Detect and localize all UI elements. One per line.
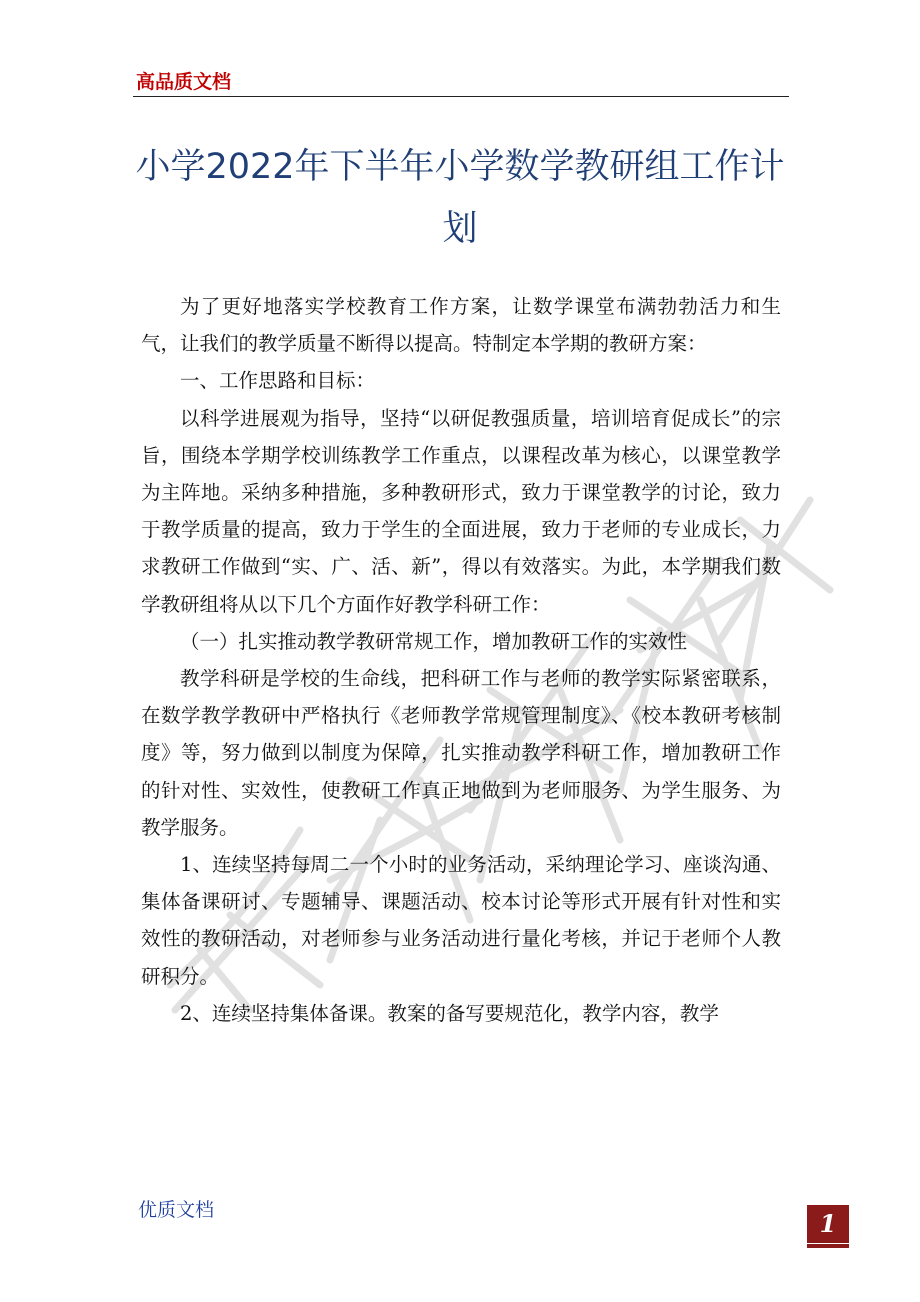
document-title: 小学2022年下半年小学数学教研组工作计划 — [135, 147, 785, 249]
document-body — [141, 288, 781, 1032]
header-divider — [133, 96, 789, 97]
page-number-badge: 1 — [807, 1205, 849, 1243]
section-heading-1: 一、工作思路和目标： — [180, 369, 376, 393]
paragraph-guiding-ideas: 以科学进展观为指导，坚持“以研促教强质量，培训培育促成长”的宗旨，围绕本学期学校训练教学工作重点，以课程改革为核心，以课堂教学为主阵地。采纳多种措施，多种教研形式，致力于课堂教学的讨论，致力于教学质量的提高，致力于学生的全面进展，致力于老师的专业成长，力求教研工作做到“实、广、活、新”，得以有效落实。为此，本学期我们数学教研组将从以下几个方面作好教学科研工作： — [141, 406, 781, 616]
header-label: 高品质文档 — [136, 71, 232, 93]
page-number-underline — [807, 1244, 849, 1248]
subsection-heading-1: （一）扎实推动教学教研常规工作，增加教研工作的实效性 — [180, 629, 688, 653]
paragraph-research-lifeline: 教学科研是学校的生命线，把科研工作与老师的教学实际紧密联系，在数学教学教研中严格执行《老师教学常规管理制度》、《校本教研考核制度》等，努力做到以制度为保障，扎实推动教学科研工作，增加教研工作的针对性、实效性，使教研工作真正地做到为老师服务、为学生服务、为教学服务。 — [141, 667, 781, 839]
list-item-1: 1、连续坚持每周二一个小时的业务活动，采纳理论学习、座谈沟通、集体备课研讨、专题辅导、课题活动、校本讨论等形式开展有针对性和实效性的教研活动，对老师参与业务活动进行量化考核，并记于老师个人教研积分。 — [141, 853, 781, 988]
footer-label: 优质文档 — [138, 1199, 215, 1221]
paragraph-intro: 为了更好地落实学校教育工作方案，让数学课堂布满勃勃活力和生气，让我们的教学质量不断得以提高。特制定本学期的教研方案： — [141, 295, 781, 356]
list-item-2: 2、连续坚持集体备课。教案的备写要规范化，教学内容，教学 — [180, 1001, 719, 1025]
